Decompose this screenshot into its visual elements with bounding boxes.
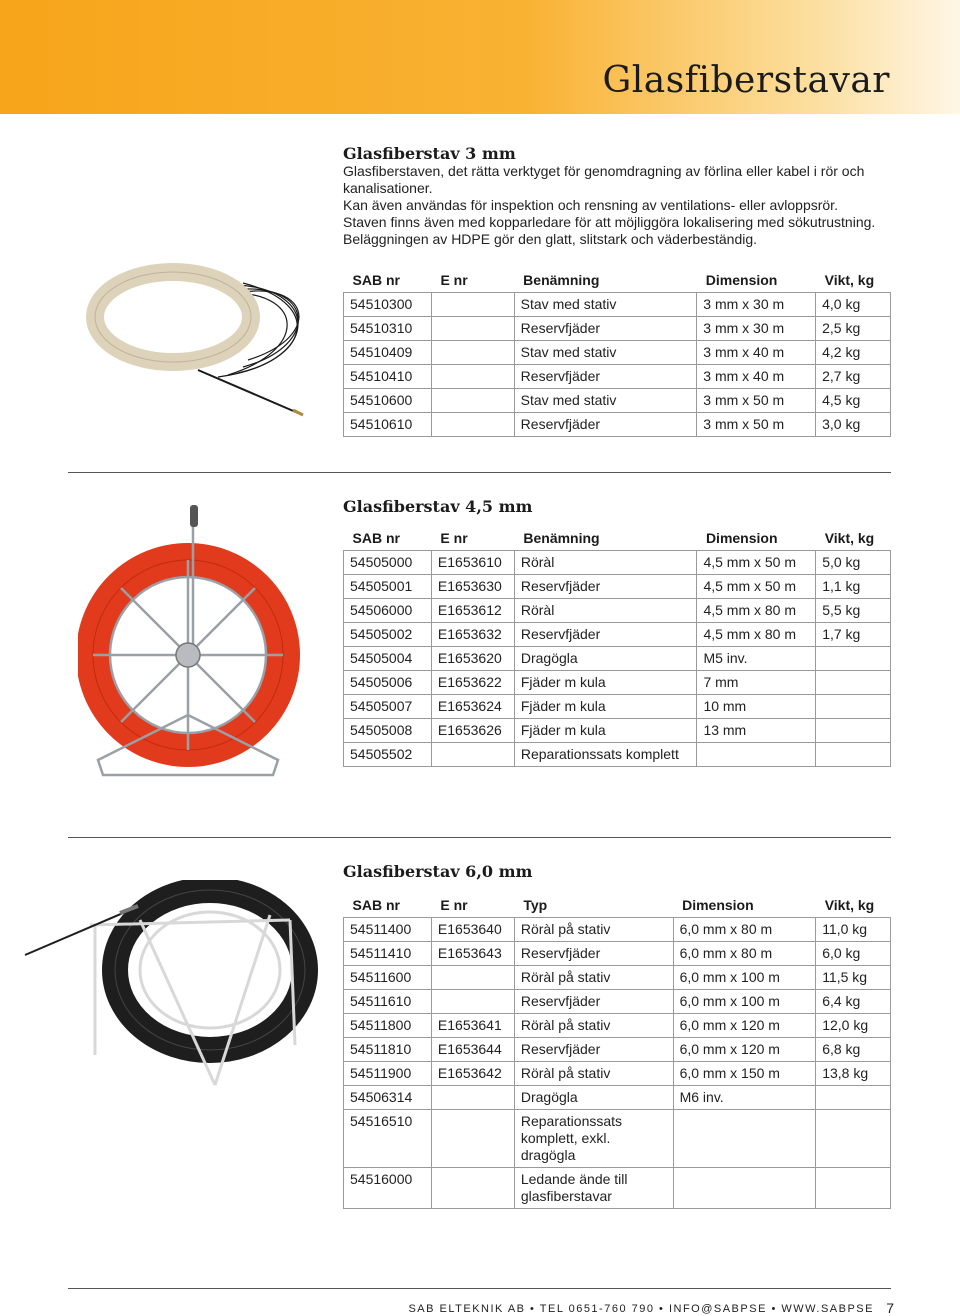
cell: 7 mm (697, 671, 816, 695)
cell: 6,0 mm x 100 m (673, 990, 816, 1014)
cell: 4,5 kg (816, 389, 891, 413)
cell: Röràl på stativ (514, 1062, 673, 1086)
cell: 54511610 (344, 990, 432, 1014)
col-header: Vikt, kg (824, 897, 875, 913)
col-header: Benämning (523, 272, 600, 288)
intro-text (343, 163, 883, 248)
table-row (344, 389, 891, 413)
cell: Dragögla (514, 1086, 673, 1110)
section-title-4-5mm: Glasfiberstav 4,5 mm (343, 497, 533, 516)
cell: E1653643 (431, 942, 514, 966)
cell (431, 317, 514, 341)
table-row (344, 365, 891, 389)
cell (431, 365, 514, 389)
spec-table-6mm (343, 893, 891, 1209)
cell: Stav med stativ (514, 341, 697, 365)
cell: E1653630 (431, 575, 514, 599)
cell: 10 mm (697, 695, 816, 719)
cell: Reservfjäder (514, 623, 697, 647)
table-row (344, 341, 891, 365)
cell: 54505001 (344, 575, 432, 599)
cell: 6,0 mm x 120 m (673, 1038, 816, 1062)
section-title-3mm: Glasfiberstav 3 mm (343, 144, 516, 163)
table-row (344, 695, 891, 719)
cell: 54511900 (344, 1062, 432, 1086)
cell: 13 mm (697, 719, 816, 743)
rod-reel-6mm-image (20, 880, 320, 1095)
cell: 6,0 mm x 150 m (673, 1062, 816, 1086)
cell (431, 389, 514, 413)
table-row (344, 1086, 891, 1110)
cell: 54505002 (344, 623, 432, 647)
cell: E1653620 (431, 647, 514, 671)
table-row (344, 918, 891, 942)
cell: 11,0 kg (816, 918, 891, 942)
cell: Röràl på stativ (514, 966, 673, 990)
cell (673, 1110, 816, 1168)
footer-contact: SAB ELTEKNIK AB • TEL 0651-760 790 • INFO@SABPSE • WWW.SABPSE (408, 1303, 874, 1315)
cell: 6,0 mm x 120 m (673, 1014, 816, 1038)
col-header: E nr (440, 897, 468, 913)
cell: Röràl på stativ (514, 918, 673, 942)
table-row (344, 623, 891, 647)
table-row (344, 1062, 891, 1086)
cell (816, 647, 891, 671)
cell: 4,2 kg (816, 341, 891, 365)
col-header: Dimension (705, 272, 778, 288)
table-row (344, 599, 891, 623)
cell: 4,5 mm x 50 m (697, 575, 816, 599)
cell (697, 743, 816, 767)
cell: 6,8 kg (816, 1038, 891, 1062)
cell: Stav med stativ (514, 293, 697, 317)
table-row (344, 551, 891, 575)
table-row (344, 413, 891, 437)
table-row (344, 1110, 891, 1168)
cell (431, 966, 514, 990)
cell: M6 inv. (673, 1086, 816, 1110)
cell: Röràl (514, 599, 697, 623)
cell: Reservfjäder (514, 413, 697, 437)
col-header: Vikt, kg (824, 272, 875, 288)
cell: Reservfjäder (514, 990, 673, 1014)
table-row (344, 293, 891, 317)
cell: 54506314 (344, 1086, 432, 1110)
cell: 4,5 mm x 50 m (697, 551, 816, 575)
page-number: 7 (886, 1300, 894, 1316)
table-row (344, 575, 891, 599)
cell: 13,8 kg (816, 1062, 891, 1086)
spec-table-4-5mm (343, 526, 891, 767)
cell: 5,0 kg (816, 551, 891, 575)
cell: E1653624 (431, 695, 514, 719)
cell: E1653612 (431, 599, 514, 623)
cell: 3 mm x 50 m (697, 389, 816, 413)
cell: Röràl (514, 551, 697, 575)
section-title-6mm: Glasfiberstav 6,0 mm (343, 862, 533, 881)
cell: E1653622 (431, 671, 514, 695)
cell (816, 719, 891, 743)
section-divider (68, 472, 891, 473)
cell: Fjäder m kula (514, 695, 697, 719)
rod-coil-3mm-image (78, 255, 328, 430)
cell: 54516510 (344, 1110, 432, 1168)
col-header: E nr (440, 530, 468, 546)
cell: 1,7 kg (816, 623, 891, 647)
cell (431, 341, 514, 365)
table-row (344, 1168, 891, 1209)
cell: 5,5 kg (816, 599, 891, 623)
cell (431, 1168, 514, 1209)
cell: 54511400 (344, 918, 432, 942)
cell: E1653644 (431, 1038, 514, 1062)
cell (431, 1110, 514, 1168)
cell: Reservfjäder (514, 575, 697, 599)
cell: 11,5 kg (816, 966, 891, 990)
cell: 54510410 (344, 365, 432, 389)
col-header: E nr (440, 272, 468, 288)
cell (816, 1086, 891, 1110)
cell: Röràl på stativ (514, 1014, 673, 1038)
cell: Reservfjäder (514, 365, 697, 389)
cell (431, 293, 514, 317)
spec-table-3mm (343, 268, 891, 437)
table-row (344, 966, 891, 990)
table-row (344, 990, 891, 1014)
cell: Reparationssats komplett, exkl. dragögla (514, 1110, 673, 1168)
cell: 1,1 kg (816, 575, 891, 599)
table-row (344, 317, 891, 341)
intro-paragraph: Glasfiberstaven, det rätta verktyget för genomdragning av förlina eller kabel i rör och kanalisationer. (343, 163, 865, 196)
cell: 12,0 kg (816, 1014, 891, 1038)
intro-paragraph: Staven finns även med kopparledare för att möjliggöra lokalisering med sökutrustning. Beläggningen av HDPE gör den glatt, slitstark och väderbeständig. (343, 214, 876, 247)
cell: 6,0 mm x 100 m (673, 966, 816, 990)
cell (431, 743, 514, 767)
col-header: Dimension (705, 530, 778, 546)
cell: 54506000 (344, 599, 432, 623)
col-header: SAB nr (352, 530, 400, 546)
table-row (344, 1038, 891, 1062)
cell: E1653626 (431, 719, 514, 743)
cell: 54505007 (344, 695, 432, 719)
cell: 3 mm x 40 m (697, 365, 816, 389)
table-row (344, 743, 891, 767)
cell: 4,0 kg (816, 293, 891, 317)
cell: 3 mm x 40 m (697, 341, 816, 365)
cell: Ledande ände till glasfiberstavar (514, 1168, 673, 1209)
cell: 54505000 (344, 551, 432, 575)
cell: 3 mm x 30 m (697, 317, 816, 341)
cell: Stav med stativ (514, 389, 697, 413)
cell: Fjäder m kula (514, 719, 697, 743)
cell: 54511410 (344, 942, 432, 966)
cell (431, 1086, 514, 1110)
col-header: Typ (523, 897, 548, 913)
cell: 54510310 (344, 317, 432, 341)
cell: Dragögla (514, 647, 697, 671)
cell: E1653642 (431, 1062, 514, 1086)
cell: M5 inv. (697, 647, 816, 671)
col-header: Dimension (682, 897, 754, 913)
col-header: SAB nr (352, 897, 400, 913)
cell: 6,0 mm x 80 m (673, 942, 816, 966)
cell: 54505502 (344, 743, 432, 767)
cell: 54511600 (344, 966, 432, 990)
cell: 3,0 kg (816, 413, 891, 437)
cell (431, 413, 514, 437)
cell (431, 990, 514, 1014)
table-row (344, 942, 891, 966)
cell: 3 mm x 30 m (697, 293, 816, 317)
cell: E1653641 (431, 1014, 514, 1038)
cell: 4,5 mm x 80 m (697, 623, 816, 647)
cell (673, 1168, 816, 1209)
cell: 54505004 (344, 647, 432, 671)
cell: Reservfjäder (514, 317, 697, 341)
cell: Reservfjäder (514, 942, 673, 966)
col-header: SAB nr (352, 272, 400, 288)
cell: 54510610 (344, 413, 432, 437)
cell: Fjäder m kula (514, 671, 697, 695)
cell (816, 1168, 891, 1209)
cell: 54511810 (344, 1038, 432, 1062)
cell (816, 671, 891, 695)
page-title: Glasfiberstavar (602, 60, 890, 101)
cell: E1653610 (431, 551, 514, 575)
cell: 54510600 (344, 389, 432, 413)
cell: 2,7 kg (816, 365, 891, 389)
cell (816, 695, 891, 719)
header-banner (0, 0, 960, 114)
cell (816, 743, 891, 767)
cell: 54511800 (344, 1014, 432, 1038)
cell: 3 mm x 50 m (697, 413, 816, 437)
rod-reel-4-5mm-image (78, 500, 308, 785)
cell: E1653632 (431, 623, 514, 647)
table-row (344, 647, 891, 671)
cell: 2,5 kg (816, 317, 891, 341)
cell: 54505006 (344, 671, 432, 695)
cell: 54505008 (344, 719, 432, 743)
cell: 54516000 (344, 1168, 432, 1209)
intro-paragraph: Kan även användas för inspektion och rensning av ventilations- eller avloppsrör. (343, 197, 838, 213)
col-header: Vikt, kg (824, 530, 875, 546)
cell: 6,0 kg (816, 942, 891, 966)
cell: 54510409 (344, 341, 432, 365)
table-row (344, 719, 891, 743)
section-divider (68, 837, 891, 838)
col-header: Benämning (523, 530, 600, 546)
table-row (344, 1014, 891, 1038)
cell: Reservfjäder (514, 1038, 673, 1062)
cell: E1653640 (431, 918, 514, 942)
cell: 6,0 mm x 80 m (673, 918, 816, 942)
footer-divider (68, 1288, 891, 1289)
table-row (344, 671, 891, 695)
cell (816, 1110, 891, 1168)
cell: 6,4 kg (816, 990, 891, 1014)
cell: Reparationssats komplett (514, 743, 697, 767)
cell: 54510300 (344, 293, 432, 317)
cell: 4,5 mm x 80 m (697, 599, 816, 623)
